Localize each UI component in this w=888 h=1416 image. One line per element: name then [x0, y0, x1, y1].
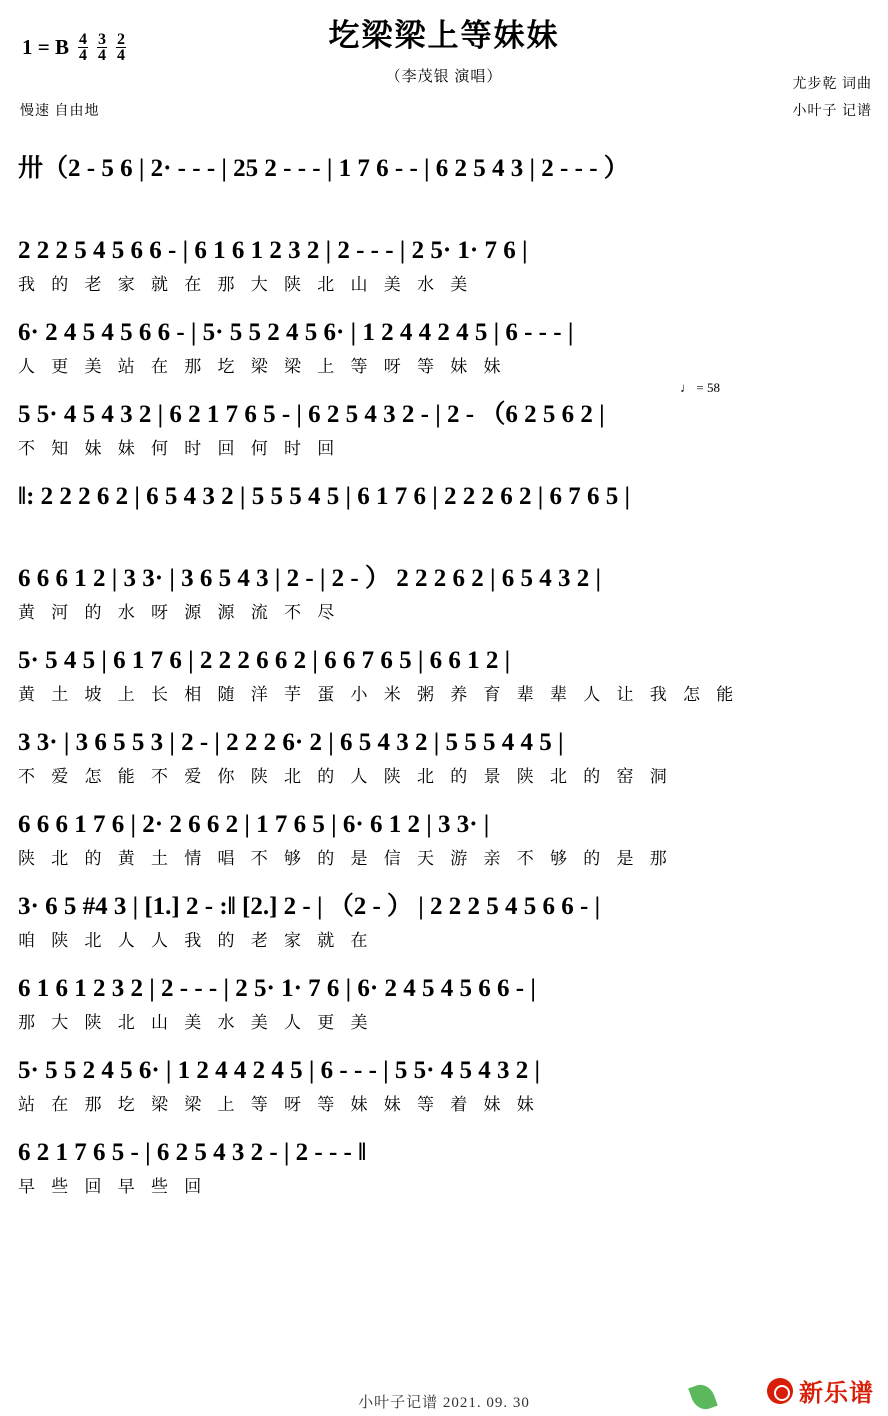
system-row [18, 628, 870, 706]
notation-footer: 小叶子记谱 2021. 09. 30 [358, 1395, 530, 1411]
system-row [18, 792, 870, 870]
notation-line: 2 2 2 5 4 5 6 6 - | 6 1 6 1 2 3 2 | 2 - - - | 2 5· 1· 7 6 | [18, 237, 528, 265]
notation-line: 5 5· 4 5 4 3 2 | 6 2 1 7 6 5 - | 6 2 5 4 3 2 - | 2 - （6 2 5 6 2 | [18, 401, 605, 429]
music-systems [0, 136, 888, 1202]
meter-denominator: 4 [78, 47, 87, 65]
meter-numerator: 3 [97, 31, 106, 48]
system-row [18, 218, 870, 296]
logo-badge-icon [767, 1378, 793, 1404]
score-page [0, 10, 888, 1416]
notation-line: 6· 2 4 5 4 5 6 6 - | 5· 5 5 2 4 5 6· | 1 2 4 4 2 4 5 | 6 - - - | [18, 319, 574, 347]
system-row-with-endings [18, 956, 870, 1034]
notation-line: ‖: 2 2 2 6 2 | 6 5 4 3 2 | 5 5 5 4 5 | 6 1 7 6 | 2 2 2 6 2 | 6 7 6 5 | [18, 483, 630, 511]
key-label: 1 = B [22, 35, 69, 60]
meter-numerator: 2 [116, 31, 125, 48]
lyrics-line: 咱 陕 北 人 人 我 的 老 家 就 在 [18, 931, 374, 950]
page-title: 圪梁梁上等妹妹 [328, 18, 560, 53]
meter-2-4 [116, 32, 126, 63]
metronome-mark: ♩ = 58 [680, 380, 720, 395]
system-row [18, 546, 870, 624]
lyrics-line [18, 188, 870, 214]
system-row [18, 464, 870, 542]
lyrics-line: 站 在 那 圪 梁 梁 上 等 呀 等 妹 妹 等 着 妹 妹 [18, 1095, 540, 1114]
lyrics-line: 那 大 陕 北 山 美 水 美 人 更 美 [18, 1013, 374, 1032]
lyrics-line: 黄 河 的 水 呀 源 源 流 不 尽 [18, 603, 341, 622]
credit-lyricist: 尤步乾 词曲 [792, 77, 872, 92]
system-row [18, 136, 870, 214]
meter-4-4 [78, 32, 88, 63]
lyrics-line: 早 些 回 早 些 回 [18, 1177, 208, 1196]
logo-text: 新乐谱 [799, 1380, 874, 1407]
system-row [18, 300, 870, 378]
meter-3-4 [97, 32, 107, 63]
notation-line: 6 6 6 1 7 6 | 2· 2 6 6 2 | 1 7 6 5 | 6· 6 1 2 | 3 3· | [18, 811, 490, 839]
notation-line: 3· 6 5 #4 3 | [1.] 2 - :‖ [2.] 2 - | （2 - ） | 2 2 2 5 4 5 6 6 - | [18, 893, 601, 921]
notation-line: 卅（2 - 5 6 | 2· - - - | 25 2 - - - | 1 7 6 - - | 6 2 5 4 3 | 2 - - - ） [18, 155, 629, 183]
lyrics-line: 人 更 美 站 在 那 圪 梁 梁 上 等 呀 等 妹 妹 [18, 357, 507, 376]
lyrics-line: 我 的 老 家 就 在 那 大 陕 北 山 美 水 美 [18, 275, 474, 294]
meter-numerator: 4 [78, 31, 87, 48]
notation-line: 3 3· | 3 6 5 5 3 | 2 - | 2 2 2 6· 2 | 6 5 4 3 2 | 5 5 5 4 4 5 | [18, 729, 564, 757]
lyrics-line: 不 知 妹 妹 何 时 回 何 时 回 [18, 439, 341, 458]
singer-credit: （李茂银 演唱） [385, 69, 503, 85]
notation-line: 5· 5 4 5 | 6 1 7 6 | 2 2 2 6 6 2 | 6 6 7 6 5 | 6 6 1 2 | [18, 647, 511, 675]
lyrics-line: 黄 土 坡 上 长 相 随 洋 芋 蛋 小 米 粥 养 育 辈 辈 人 让 我 怎 能 [18, 685, 740, 704]
notation-line: 5· 5 5 2 4 5 6· | 1 2 4 4 2 4 5 | 6 - - - | 5 5· 4 5 4 3 2 | [18, 1057, 541, 1085]
notation-line: 6 1 6 1 2 3 2 | 2 - - - | 2 5· 1· 7 6 | 6· 2 4 5 4 5 6 6 - | [18, 975, 536, 1003]
lyrics-line: 陕 北 的 黄 土 情 唱 不 够 的 是 信 天 游 亲 不 够 的 是 那 [18, 849, 673, 868]
credit-notator: 小叶子 记谱 [792, 103, 872, 119]
credits [793, 72, 873, 125]
system-row [18, 1038, 870, 1116]
key-signature-block [22, 32, 126, 63]
notation-line: 6 2 1 7 6 5 - | 6 2 5 4 3 2 - | 2 - - - ‖ [18, 1139, 367, 1167]
lyrics-line: 不 爱 怎 能 不 爱 你 陕 北 的 人 陕 北 的 景 陕 北 的 窑 洞 [18, 767, 673, 786]
notation-line: 6 6 6 1 2 | 3 3· | 3 6 5 4 3 | 2 - | 2 - ） 2 2 2 6 2 | 6 5 4 3 2 | [18, 565, 602, 593]
meter-denominator: 4 [116, 47, 125, 65]
tempo-description: 慢速 自由地 [20, 104, 100, 119]
system-row [18, 382, 870, 460]
system-row [18, 874, 870, 952]
system-row [18, 710, 870, 788]
meter-denominator: 4 [97, 47, 106, 65]
lyrics-line [18, 516, 870, 542]
system-row [18, 1120, 870, 1198]
site-logo[interactable] [767, 1373, 874, 1408]
